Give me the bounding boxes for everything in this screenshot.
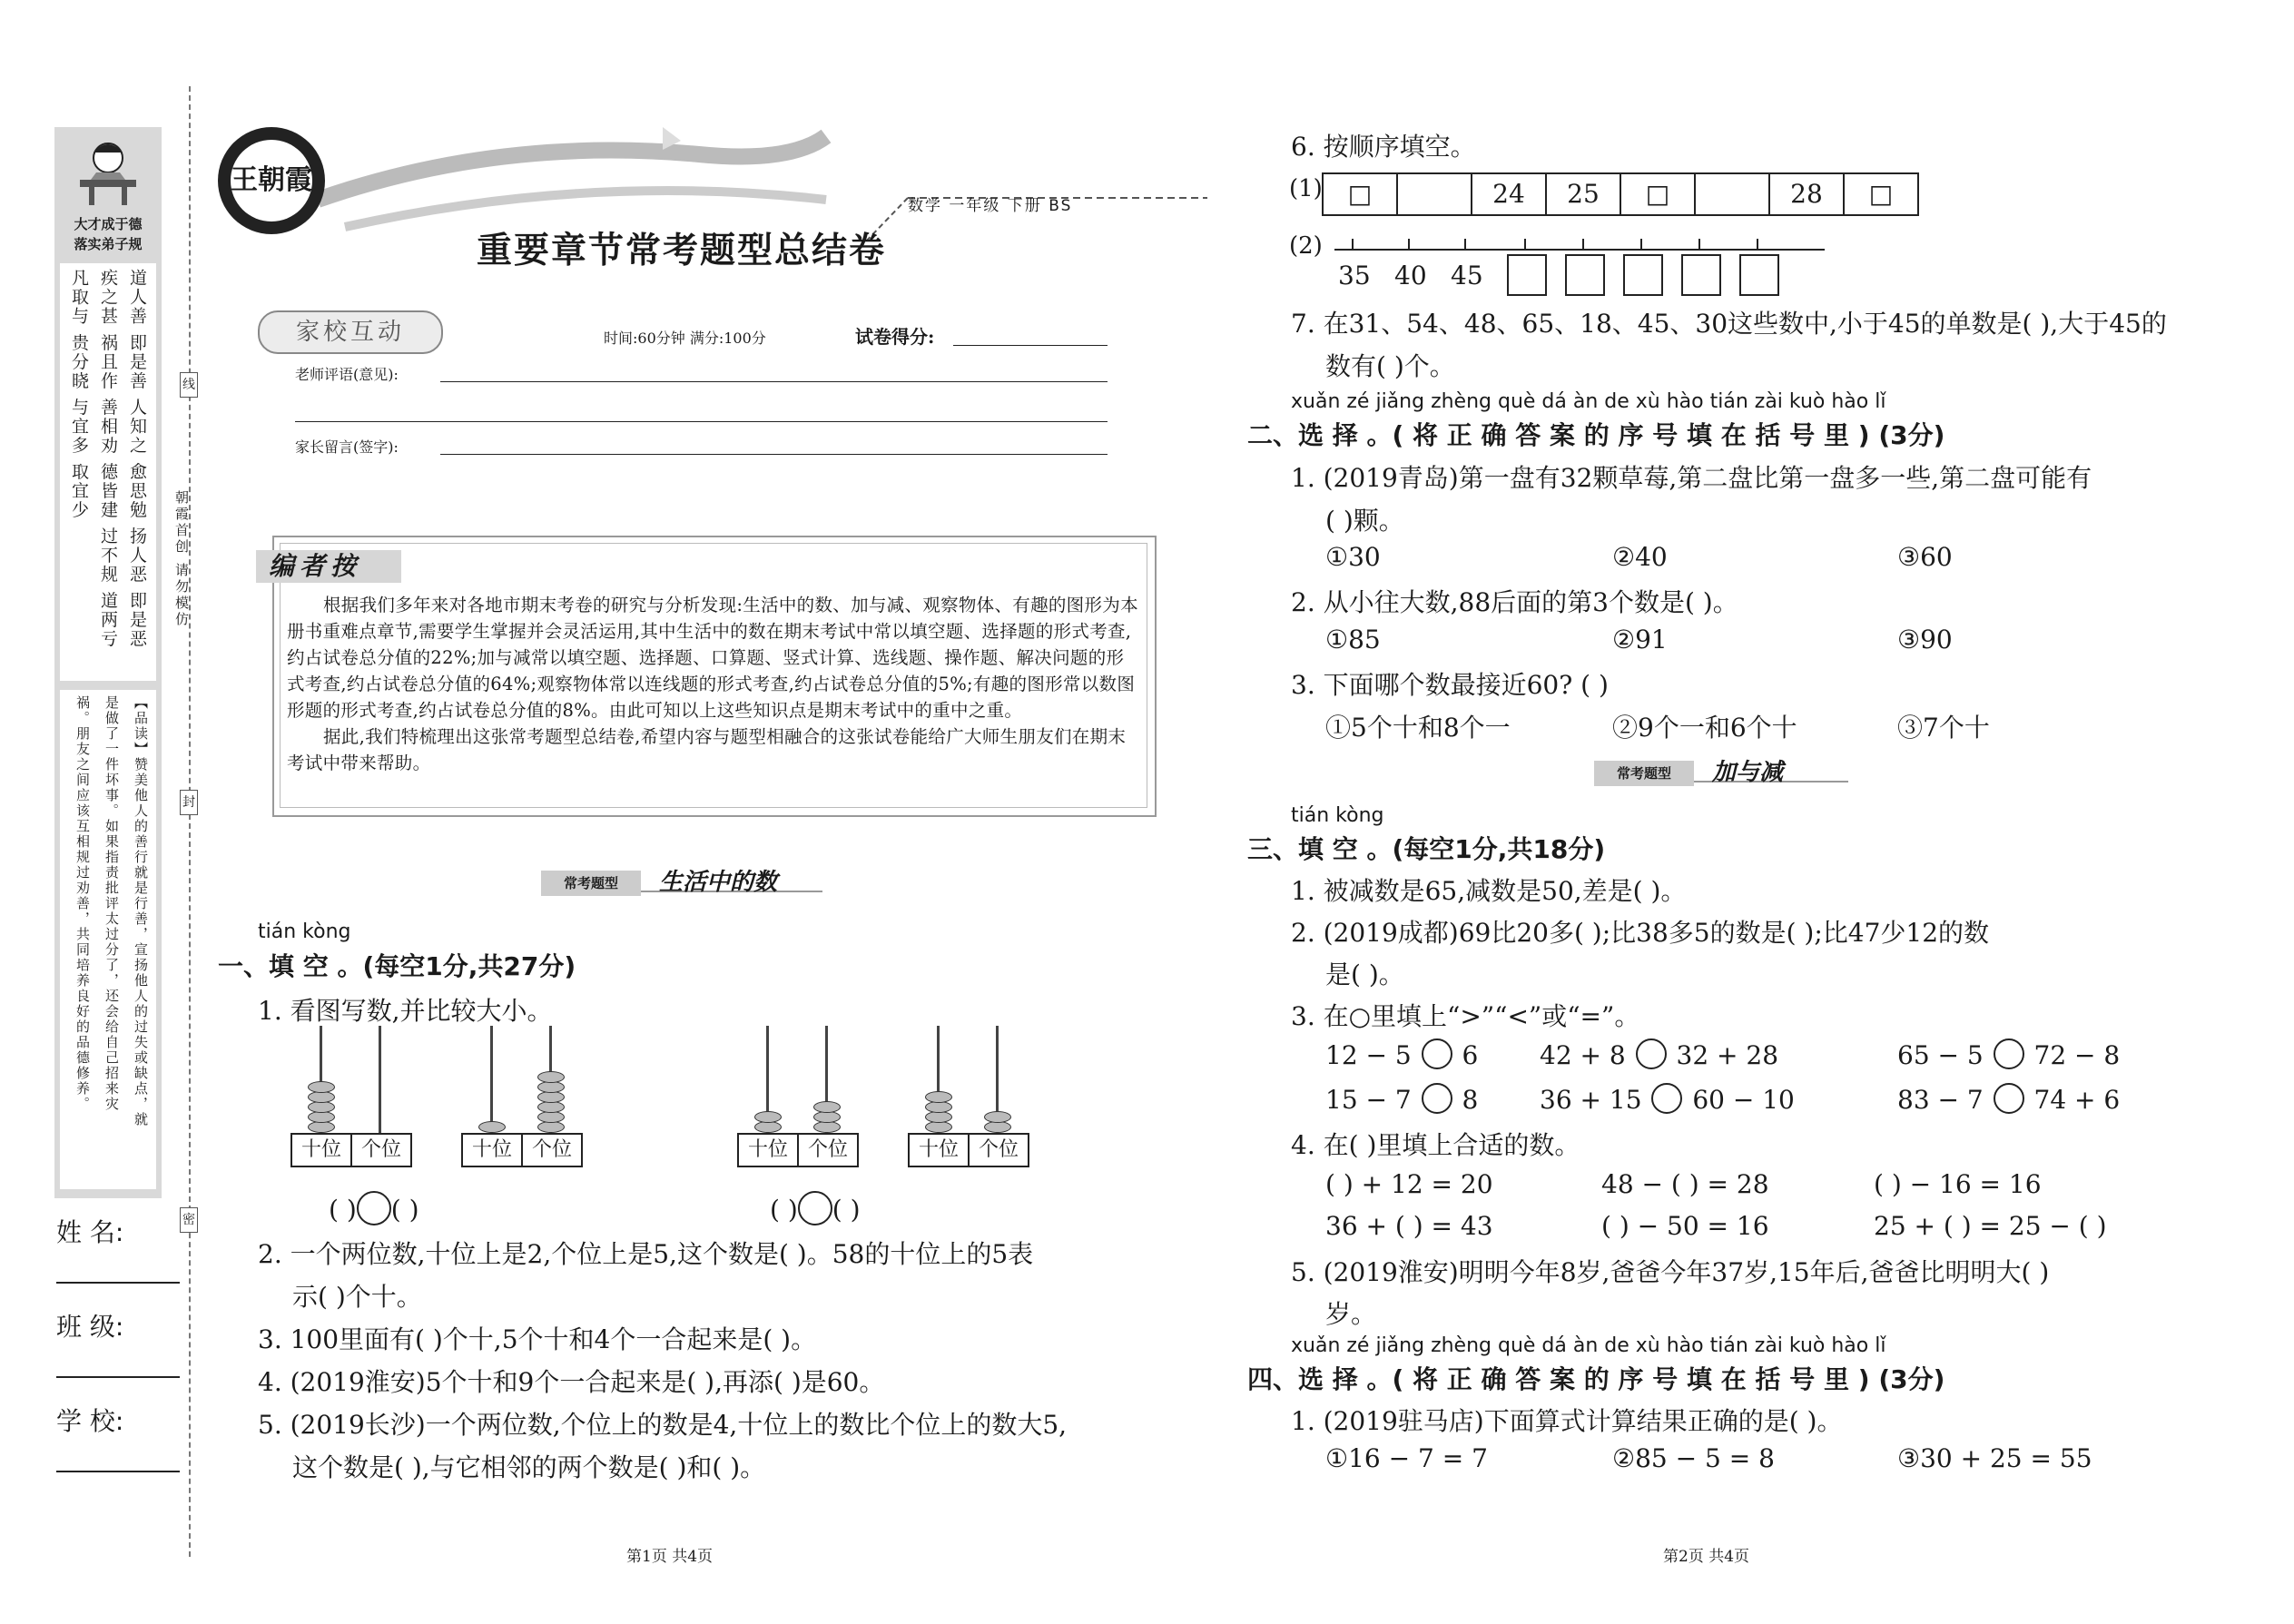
seq-cell[interactable]: □ xyxy=(1843,174,1917,214)
abacus-bead xyxy=(984,1111,1011,1123)
note-col: 【品读】赞美他人的善行就是行善，宣扬他人的过失或缺点，就 xyxy=(133,695,149,1127)
compare-circle[interactable] xyxy=(1651,1083,1682,1114)
option[interactable]: ①30 xyxy=(1325,542,1381,572)
compare-circle[interactable] xyxy=(1994,1038,2024,1069)
school-label: 学 校: xyxy=(56,1406,124,1436)
section-title: 三、填 空 。(每空1分,共18分) xyxy=(1247,834,1606,864)
compare-row xyxy=(770,1191,861,1225)
question: 是( )。 xyxy=(1325,960,1404,989)
answer-box[interactable] xyxy=(1681,254,1721,296)
answer-box[interactable] xyxy=(1739,254,1779,296)
name-field[interactable] xyxy=(56,1282,180,1284)
number-line-value: 35 xyxy=(1338,261,1371,290)
equation[interactable]: 25 + ( ) = 25 − ( ) xyxy=(1874,1211,2107,1241)
cut-mark: 线 xyxy=(180,372,198,398)
tag-label: 常考题型 xyxy=(541,871,641,896)
score-field[interactable] xyxy=(953,345,1108,346)
question: 3. 下面哪个数最接近60? ( ) xyxy=(1291,670,1609,700)
option[interactable]: ③30 + 25 = 55 xyxy=(1897,1443,2092,1473)
question: 数有( )个。 xyxy=(1325,351,1455,381)
reading-note xyxy=(60,690,156,1189)
compare-circle[interactable] xyxy=(1422,1083,1452,1114)
tag-title: 加与减 xyxy=(1712,759,1784,786)
question: 4. 在( )里填上合适的数。 xyxy=(1291,1130,1580,1160)
answer-blank[interactable]: ( ) xyxy=(390,1195,419,1225)
parent-note-field[interactable] xyxy=(440,454,1108,455)
motto: 大才成于德 落实弟子规 xyxy=(74,216,143,252)
option[interactable]: ②9个一和6个十 xyxy=(1612,713,1797,743)
abacus-bead xyxy=(754,1111,782,1123)
section-pinyin: xuǎn zé jiǎng zhèng què dá àn de xù hào tián zài kuò hào lǐ xyxy=(1291,1334,1886,1357)
verse-col: 疾之甚 祸且作 善相劝 德皆建 过不规 道两亏 xyxy=(98,269,118,649)
page-footer: 第1页 共4页 xyxy=(626,1548,714,1566)
question: 2. (2019成都)69比20多( );比38多5的数是( );比47少12的数 xyxy=(1291,918,1990,948)
sequence-boxes xyxy=(1322,172,1919,216)
question: 1. (2019青岛)第一盘有32颗草莓,第二盘比第一盘多一些,第二盘可能有 xyxy=(1291,463,2092,493)
section-title: 二、选 择 。( 将 正 确 答 案 的 序 号 填 在 括 号 里 ) (3分) xyxy=(1247,420,1945,450)
page-footer: 第2页 共4页 xyxy=(1663,1548,1750,1566)
answer-blank[interactable]: ( ) xyxy=(832,1195,861,1225)
compare-item: 15 − 7 8 xyxy=(1325,1085,1479,1115)
editor-note-badge: 编者按 xyxy=(256,550,401,583)
section-pinyin: tián kòng xyxy=(258,920,351,943)
compare-item: 36 + 15 60 − 10 xyxy=(1540,1085,1795,1115)
question: 4. (2019淮安)5个十和9个一合起来是( ),再添( )是60。 xyxy=(258,1367,885,1397)
cut-line xyxy=(189,86,191,1557)
abacus-bead xyxy=(537,1071,565,1083)
score-label: 试卷得分: xyxy=(855,326,935,348)
note-col: 祸。朋友之间应该互相规过劝善，共同培养良好的品德修养。 xyxy=(74,695,91,1112)
cut-mark: 密 xyxy=(180,1207,198,1233)
answer-box[interactable] xyxy=(1507,254,1547,296)
compare-circle[interactable] xyxy=(1422,1038,1452,1069)
place-value-label: 十位 个位 xyxy=(737,1133,859,1167)
option[interactable]: ②85 − 5 = 8 xyxy=(1612,1443,1775,1473)
option[interactable]: ①85 xyxy=(1325,625,1381,655)
seq-cell[interactable] xyxy=(1694,174,1768,214)
compare-item: 65 − 5 72 − 8 xyxy=(1897,1040,2121,1070)
seq-cell[interactable]: □ xyxy=(1620,174,1694,214)
question: ( )颗。 xyxy=(1325,506,1404,536)
verse-col: 道人善 即是善 人知之 愈思勉 扬人恶 即是恶 xyxy=(127,269,147,649)
option[interactable]: ①16 − 7 = 7 xyxy=(1325,1443,1488,1473)
equation[interactable]: 36 + ( ) = 43 xyxy=(1325,1211,1493,1241)
answer-blank[interactable]: ( ) xyxy=(329,1195,357,1225)
topic-tag xyxy=(1594,759,1866,788)
abacus-bead xyxy=(478,1121,506,1133)
question: 这个数是( ),与它相邻的两个数是( )和( )。 xyxy=(292,1452,766,1482)
class-label: 班 级: xyxy=(56,1312,124,1342)
question: 7. 在31、54、48、65、18、45、30这些数中,小于45的单数是( ),大于45的 xyxy=(1291,309,2167,339)
verse-box xyxy=(60,263,156,681)
option[interactable]: ③60 xyxy=(1897,542,1953,572)
compare-item: 83 − 7 74 + 6 xyxy=(1897,1085,2121,1115)
question: 3. 100里面有( )个十,5个十和4个一合起来是( )。 xyxy=(258,1324,817,1354)
section-pinyin: xuǎn zé jiǎng zhèng què dá àn de xù hào tián zài kuò hào lǐ xyxy=(1291,390,1886,413)
option[interactable]: ②91 xyxy=(1612,625,1668,655)
option[interactable]: ①5个十和8个一 xyxy=(1325,713,1511,743)
parent-note-label: 家长留言(签字): xyxy=(295,438,399,456)
compare-circle[interactable] xyxy=(1636,1038,1667,1069)
copyright-note: 朝霞首创 请勿模仿 xyxy=(173,490,190,628)
question: 6. 按顺序填空。 xyxy=(1291,132,1476,162)
abacus xyxy=(737,1026,855,1161)
section-title: 四、选 择 。( 将 正 确 答 案 的 序 号 填 在 括 号 里 ) (3分) xyxy=(1247,1364,1945,1394)
equation[interactable]: ( ) − 16 = 16 xyxy=(1874,1169,2042,1199)
seq-cell[interactable]: □ xyxy=(1347,179,1373,209)
answer-box[interactable] xyxy=(1623,254,1663,296)
editor-note-text xyxy=(287,592,1142,776)
name-label: 姓 名: xyxy=(56,1217,124,1247)
question: 5. (2019淮安)明明今年8岁,爸爸今年37岁,15年后,爸爸比明明大( ) xyxy=(1291,1257,2050,1287)
scholar-illustration xyxy=(64,136,153,209)
equation[interactable]: ( ) + 12 = 20 xyxy=(1325,1169,1493,1199)
editor-paragraph: 据此,我们特梳理出这张常考题型总结卷,希望内容与题型相融合的这张试卷能给广大师生朋友们在期末考试中带来帮助。 xyxy=(287,726,1127,773)
class-field[interactable] xyxy=(56,1376,180,1378)
seq-cell: 24 xyxy=(1471,174,1545,214)
number-line-value: 45 xyxy=(1451,261,1483,290)
compare-circle[interactable] xyxy=(798,1191,832,1225)
page-title: 重要章节常考题型总结卷 xyxy=(477,230,887,271)
question: 5. (2019长沙)一个两位数,个位上的数是4,十位上的数比个位上的数大5, xyxy=(258,1410,1068,1440)
tag-label: 常考题型 xyxy=(1594,761,1694,786)
answer-blank[interactable]: ( ) xyxy=(770,1195,798,1225)
option[interactable]: ③90 xyxy=(1897,625,1953,655)
school-field[interactable] xyxy=(56,1471,180,1472)
place-value-label: 十位 个位 xyxy=(908,1133,1029,1167)
abacus xyxy=(461,1026,579,1161)
equation[interactable]: 48 − ( ) = 28 xyxy=(1601,1169,1769,1199)
topic-tag xyxy=(541,869,832,898)
abacus-rod xyxy=(490,1026,493,1133)
teacher-comment-field[interactable] xyxy=(295,421,1108,422)
question: 2. 一个两位数,十位上是2,个位上是5,这个数是( )。58的十位上的5表 xyxy=(258,1239,1034,1269)
number-line-value: 40 xyxy=(1394,261,1427,290)
brand-logo-text: 王朝霞 xyxy=(231,140,312,221)
cut-mark: 封 xyxy=(180,790,198,815)
place-value-label: 十位 个位 xyxy=(461,1133,583,1167)
abacus-bead xyxy=(308,1081,335,1093)
seq-cell: 25 xyxy=(1545,174,1620,214)
note-col: 是做了一件坏事。如果指责批评太过分了，还会给自己招来灾 xyxy=(103,695,120,1112)
compare-circle[interactable] xyxy=(1994,1083,2024,1114)
question: 示( )个十。 xyxy=(292,1282,422,1312)
tag-title: 生活中的数 xyxy=(659,869,778,896)
teacher-comment-field[interactable] xyxy=(440,381,1108,382)
abacus xyxy=(908,1026,1026,1161)
compare-row xyxy=(329,1191,419,1225)
home-school-badge: 家校互动 xyxy=(258,310,443,354)
answer-box[interactable] xyxy=(1565,254,1605,296)
abacus-bead xyxy=(813,1101,841,1113)
question: 1. (2019驻马店)下面算式计算结果正确的是( )。 xyxy=(1291,1406,1843,1436)
seq-cell: 28 xyxy=(1768,174,1843,214)
seq-label: (1) xyxy=(1289,175,1323,202)
compare-item: 42 + 8 32 + 28 xyxy=(1540,1040,1779,1070)
option[interactable]: ②40 xyxy=(1612,542,1668,572)
question: 岁。 xyxy=(1325,1299,1377,1329)
section-title: 一、填 空 。(每空1分,共27分) xyxy=(218,951,576,981)
abacus xyxy=(290,1026,409,1161)
equation[interactable]: ( ) − 50 = 16 xyxy=(1601,1211,1769,1241)
seq-label: (2) xyxy=(1289,232,1323,260)
question: 1. 被减数是65,减数是50,差是( )。 xyxy=(1291,876,1687,906)
seq-cell[interactable] xyxy=(1396,174,1471,214)
verse-col: 凡取与 贵分晓 与宜多 取宜少 xyxy=(69,269,89,520)
question: 1. 看图写数,并比较大小。 xyxy=(258,996,553,1026)
compare-item: 12 − 5 6 xyxy=(1325,1040,1479,1070)
compare-circle[interactable] xyxy=(357,1191,391,1225)
option[interactable]: ③7个十 xyxy=(1897,713,1990,743)
question: 2. 从小往大数,88后面的第3个数是( )。 xyxy=(1291,587,1738,617)
time-score: 时间:60分钟 满分:100分 xyxy=(604,330,766,347)
abacus-rod xyxy=(379,1026,381,1133)
section-pinyin: tián kòng xyxy=(1291,804,1384,827)
editor-paragraph: 根据我们多年来对各地市期末考卷的研究与分析发现:生活中的数、加与减、观察物体、有趣的图形为本册书重难点章节,需要学生掌握并会灵活运用,其中生活中的数在期末考试中常以填空题、选择题的形式考查,约占试卷总分值的22%;加与减常以填空题、选择题、口算题、竖式计算、选线题、操作题、解决问题的形式考查,约占试卷总分值的64%;观察物体常以连线题的形式考查,约占试卷总分值的5%;有趣的图形常以数图形题的形式考查,约占试卷总分值的8%。由此可知以上这些知识点是期末考试中的重中之重。 xyxy=(287,595,1138,721)
abacus-bead xyxy=(925,1091,952,1103)
question: 3. 在○里填上“>”“<”或“=”。 xyxy=(1291,1001,1640,1031)
book-meta: 数学 一年级 下册 BS xyxy=(908,197,1073,215)
teacher-comment-label: 老师评语(意见): xyxy=(295,366,399,383)
place-value-label: 十位 个位 xyxy=(290,1133,412,1167)
